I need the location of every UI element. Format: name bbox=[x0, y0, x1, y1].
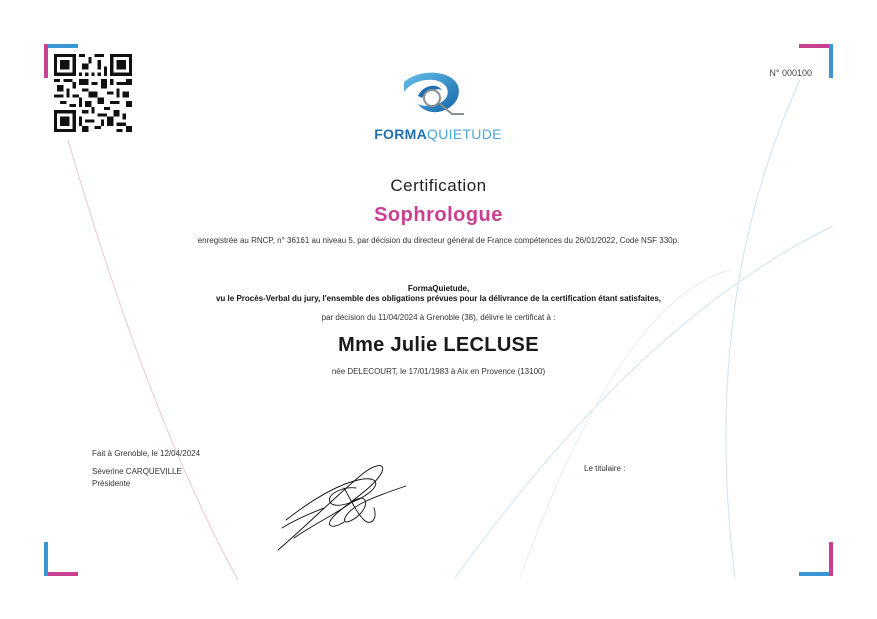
certificate-number: N° 000100 bbox=[769, 68, 812, 78]
qr-code-icon bbox=[54, 54, 132, 132]
handwritten-signature bbox=[274, 458, 409, 553]
certificate-specialty: Sophrologue bbox=[374, 204, 503, 226]
brand-part-quietude: QUIETUDE bbox=[427, 126, 502, 142]
recipient-name: Mme Julie LECLUSE bbox=[338, 334, 539, 356]
certificate-title: Certification bbox=[390, 176, 487, 195]
signatory-block bbox=[92, 448, 200, 490]
corner-bottom-left bbox=[44, 542, 78, 576]
holder-label: Le titulaire : bbox=[584, 464, 626, 473]
signatory-name: Séverine CARQUEVILLE bbox=[92, 467, 182, 476]
birth-info: née DELECOURT, le 17/01/1983 à Aix en Provence (13100) bbox=[331, 367, 546, 376]
brand-name bbox=[358, 126, 518, 142]
registration-text: enregistrée au RNCP, n° 36161 au niveau 5, par décision du directeur général de France compétences du 26/01/2022, Code NSF 330p. bbox=[197, 236, 680, 245]
corner-bottom-right bbox=[799, 542, 833, 576]
issuer-name: FormaQuietude, bbox=[407, 284, 470, 293]
jury-statement: vu le Procès-Verbal du jury, l'ensemble des obligations prévues pour la délivrance de la certification étant satisfaites, bbox=[215, 294, 661, 303]
brand-part-forma: FORMA bbox=[374, 126, 428, 142]
decision-text: par décision du 11/04/2024 à Grenoble (38), délivre le certificat à : bbox=[321, 313, 556, 322]
place-date: Fait à Grenoble, le 12/04/2024 bbox=[92, 449, 201, 458]
signatory-role: Présidente bbox=[92, 479, 131, 488]
